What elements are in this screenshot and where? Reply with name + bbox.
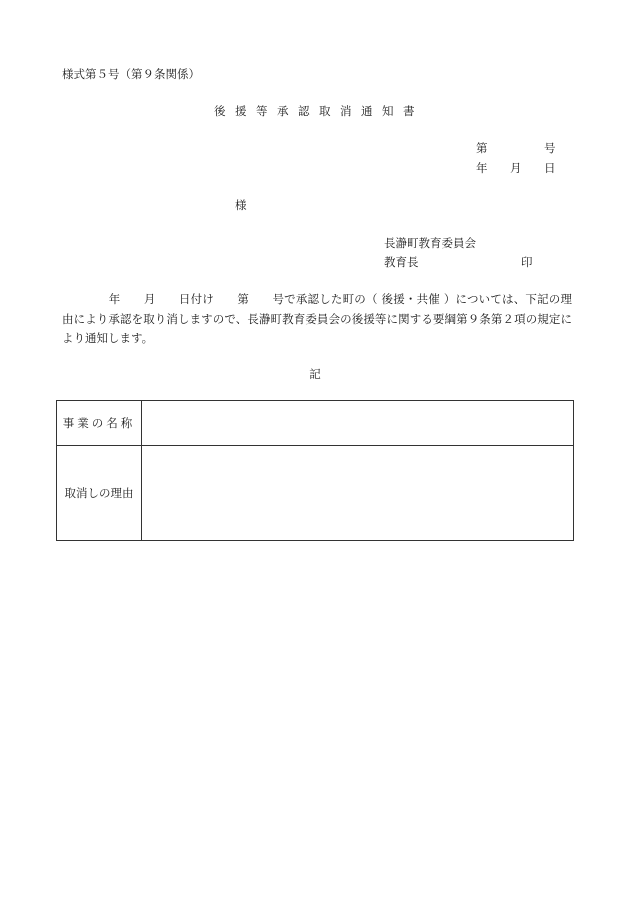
document-title: 後援等承認取消通知書 — [214, 104, 424, 118]
cancellation-reason-label: 取消しの理由 — [57, 446, 142, 541]
table-row — [57, 446, 574, 541]
ki-heading: 記 — [309, 367, 321, 381]
project-name-value — [142, 401, 574, 446]
form-number: 様式第５号（第９条関係） — [62, 67, 200, 81]
project-name-label: 事業の名称 — [57, 401, 142, 446]
date-day-label: 日 — [544, 161, 556, 175]
document-number-prefix: 第 — [476, 141, 488, 155]
date-year-label: 年 — [476, 161, 488, 175]
notice-body-text: 年 月 日付け 第 号で承認した町の（ 後援・共催 ）については、下記の理由により承認を取り消しますので、長瀞町教育委員会の後援等に関する要綱第９条第２項の規定により通知します。 — [62, 292, 572, 345]
document-number-suffix: 号 — [544, 141, 556, 155]
issuer-title: 教育長 — [384, 255, 419, 269]
details-table — [56, 400, 574, 541]
table-row — [57, 401, 574, 446]
issuer-organization: 長瀞町教育委員会 — [384, 236, 476, 250]
seal-mark: 印 — [521, 255, 533, 269]
cancellation-reason-value — [142, 446, 574, 541]
addressee-honorific: 様 — [235, 198, 247, 212]
date-month-label: 月 — [510, 161, 522, 175]
